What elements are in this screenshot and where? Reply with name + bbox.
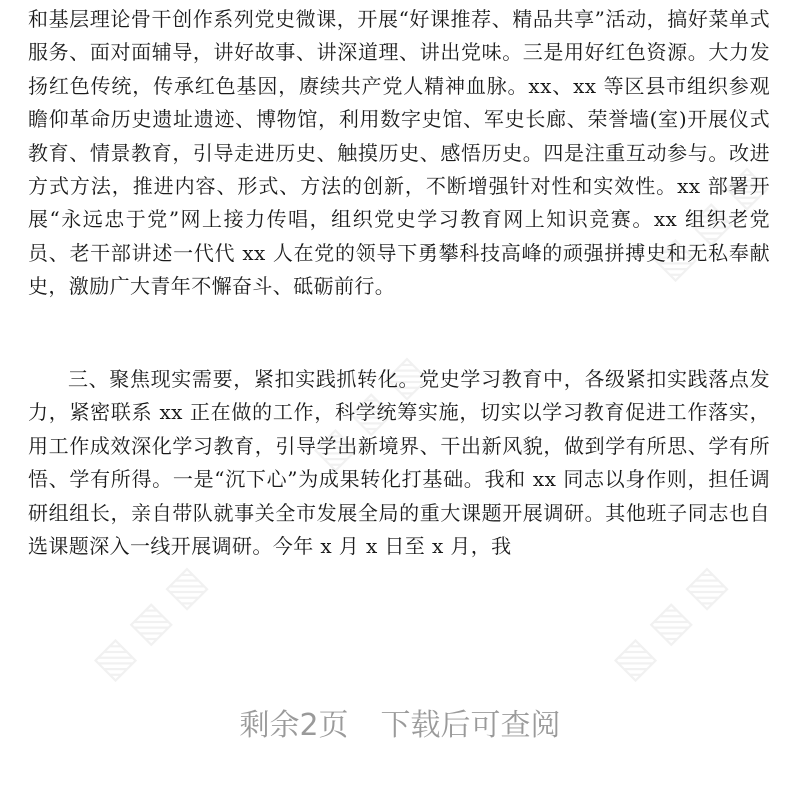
watermark-logo: ▧ ▧ ▧ xyxy=(604,557,735,689)
watermark-logo: ▧ ▧ ▧ xyxy=(644,157,775,289)
body-paragraph-1: 和基层理论骨干创作系列党史微课，开展“好课推荐、精品共享”活动，搞好菜单式服务、面对面辅导，讲好故事、讲深道理、讲出党味。三是用好红色资源。大力发扬红色传统，传承红色基因，赓续共产党人精神血脉。xx、xx 等区县市组织参观瞻仰革命历史遗址遗迹、博物馆，利用数字史馆、军史长廊、荣誉墙(室)开展仪式教育、情景教育，引导走进历史、触摸历史、感悟历史。四是注重互动参与。改进方式方法，推进内容、形式、方法的创新，不断增强针对性和实效性。xx 部署开展“永远忠于党”网上接力传唱，组织党史学习教育网上知识竞赛。xx 组织老党员、老干部讲述一代代 xx 人在党的领导下勇攀科技高峰的顽强拼搏史和无私奉献史，激励广大青年不懈奋斗、砥砺前行。 xyxy=(28,7,770,299)
watermark-logo: ▧ ▧ ▧ xyxy=(84,557,215,689)
remaining-pages-label: 剩余2页 xyxy=(239,708,349,743)
remaining-pages-banner[interactable] xyxy=(0,700,800,744)
body-paragraph-2: 三、聚焦现实需要，紧扣实践抓转化。党史学习教育中，各级紧扣实践落点发力，紧密联系 xx 正在做的工作，科学统筹实施，切实以学习教育促进工作落实，用工作成效深化学习教育，引导学出新境界、干出新风貌，做到学有所思、学有所悟、学有所得。一是“沉下心”为成果转化打基础。我和 xx 同志以身作则，担任调研组组长，亲自带队就事关全市发展全局的重大课题开展调研。其他班子同志也自选课题深入一线开展调研。今年 x 月 x 日至 x 月，我 xyxy=(28,367,770,559)
download-prompt-label: 下载后可查阅 xyxy=(380,708,561,743)
watermark-logo: ▧ ▧ ▧ xyxy=(304,347,435,479)
